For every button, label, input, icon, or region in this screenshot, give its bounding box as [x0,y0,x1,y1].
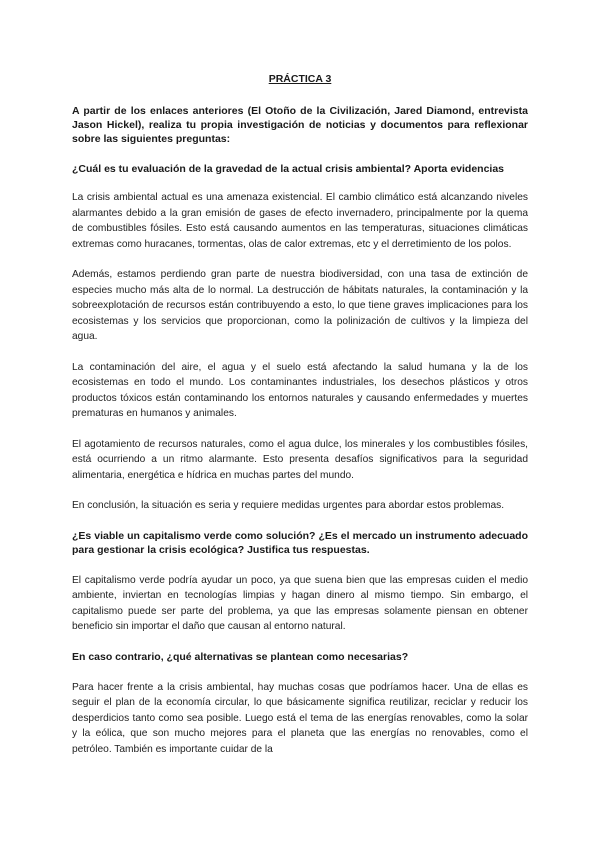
answer-1-paragraph-1: La crisis ambiental actual es una amenaza existencial. El cambio climático está alcanzando niveles alarmantes debido a la gran emisión de gases de efecto invernadero, principalmente por la quema de combustibles fósiles. Esto está causando aumentos en las temperaturas, situaciones climáticas extremas como huracanes, tormentas, olas de calor extremas, etc y el derretimiento de los polos. [72,192,528,250]
answer-1-paragraph-2: Además, estamos perdiendo gran parte de nuestra biodiversidad, con una tasa de extinción de especies mucho más alta de lo normal. La destrucción de hábitats naturales, la contaminación y la sobreexplotación de recursos están contribuyendo a esto, lo que tiene graves implicaciones para los ecosistemas y los servicios que proporcionan, como la polinización de cultivos y la limpieza del agua. [72,269,528,342]
answer-3-paragraph: Para hacer frente a la crisis ambiental, hay muchas cosas que podríamos hacer. Una de ellas es seguir el plan de la economía circular, lo que básicamente significa reutilizar, reciclar y reducir los desperdicios tanto como sea posible. Luego está el tema de las energías renovables, como la solar y la eólica, que son mucho mejores para el planeta que las energías no renovables, como el petróleo. También es importante cuidar de la [72,681,528,755]
answer-1-paragraph-3: La contaminación del aire, el agua y el suelo está afectando la salud humana y la de los ecosistemas en todo el mundo. Los contaminantes industriales, los desechos plásticos y otros productos tóxicos están contaminando los entornos naturales y causando enfermedades y muertes prematuras en humanos y animales. [72,361,528,419]
intro-paragraph: A partir de los enlaces anteriores (El Otoño de la Civilización, Jared Diamond, entrevista Jason Hickel), realiza tu propia investigación de noticias y documentos para reflexionar sobre las siguientes preguntas: [72,105,528,145]
document-content [72,72,528,772]
answer-1-paragraph-5: En conclusión, la situación es seria y requiere medidas urgentes para abordar estos problemas. [72,500,505,511]
question-2-heading: ¿Es viable un capitalismo verde como solución? ¿Es el mercado un instrumento adecuado para gestionar la crisis ecológica? Justifica tus respuestas. [72,529,528,556]
answer-2-paragraph: El capitalismo verde podría ayudar un poco, ya que suena bien que las empresas cuiden el medio ambiente, inviertan en tecnologías limpias y hagan dinero al mismo tiempo. Sin embargo, el capitalismo puede ser parte del problema, ya que las empresas solamente piensan en obtener beneficio sin importar el daño que causan al entorno natural. [72,574,528,632]
answer-1-paragraph-4: El agotamiento de recursos naturales, como el agua dulce, los minerales y los combustibles fósiles, está ocurriendo a un ritmo alarmante. Esto presenta desafíos significativos para la seguridad alimentaria, energética e hídrica en muchas partes del mundo. [72,438,528,481]
document-title: PRÁCTICA 3 [268,73,332,85]
question-1-heading: ¿Cuál es tu evaluación de la gravedad de la actual crisis ambiental? Aporta evidencias [72,163,505,175]
question-3-heading: En caso contrario, ¿qué alternativas se plantean como necesarias? [72,650,409,663]
